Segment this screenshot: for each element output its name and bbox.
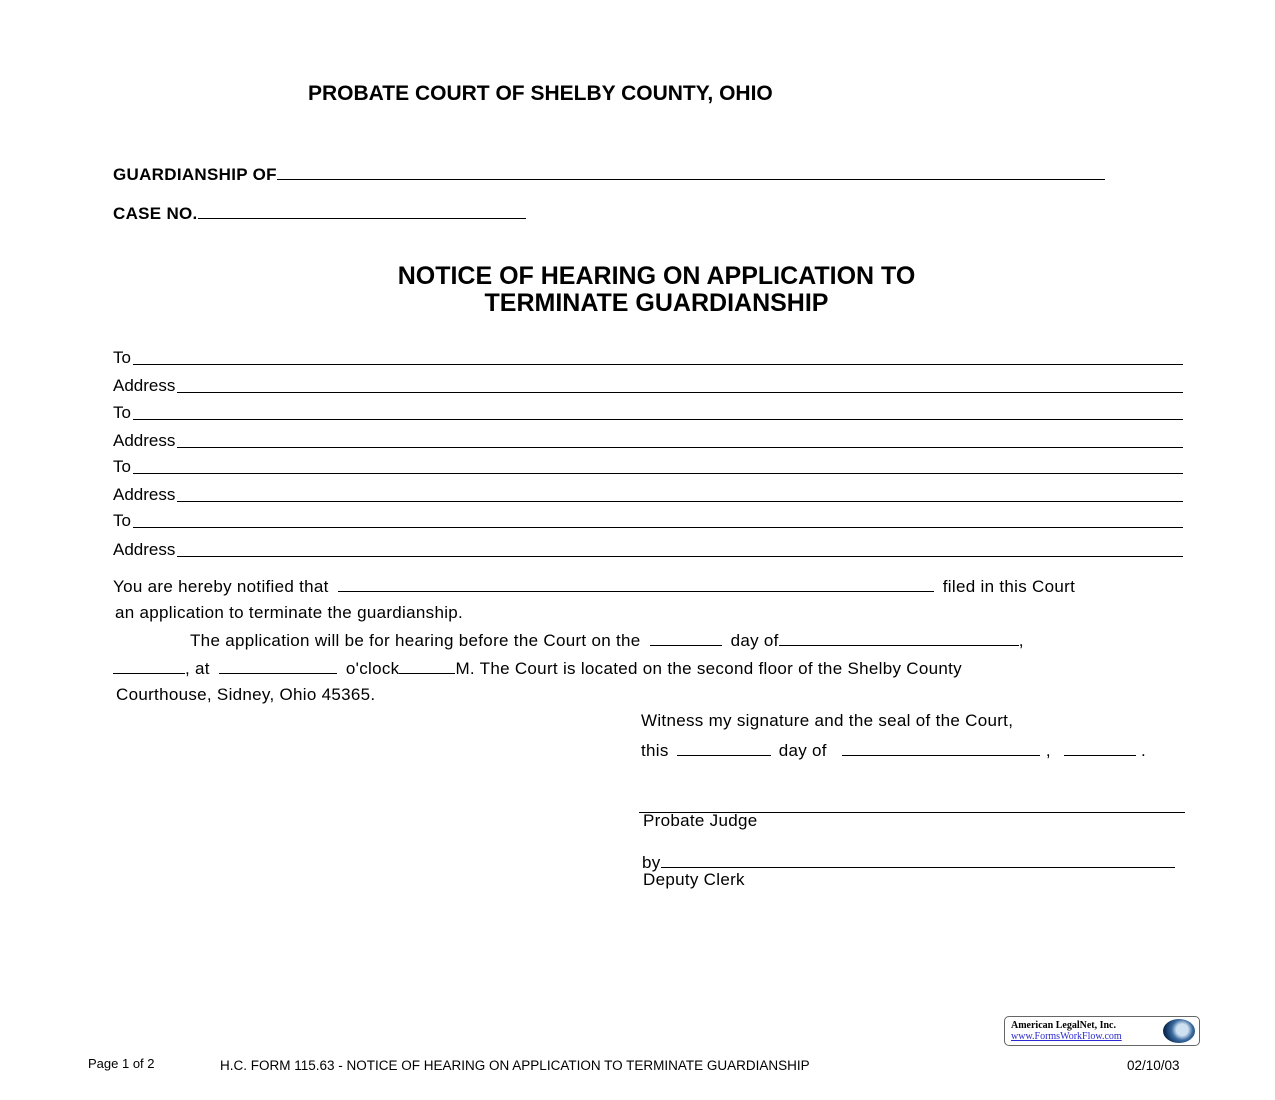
recipient-address-1[interactable] xyxy=(113,376,1183,396)
text: The application will be for hearing before the Court on the xyxy=(190,631,641,650)
text: o'clock xyxy=(345,659,400,678)
text: . xyxy=(1140,741,1146,760)
form-name: H.C. FORM 115.63 - NOTICE OF HEARING ON APPLICATION TO TERMINATE GUARDIANSHIP xyxy=(220,1058,810,1073)
hearing-year-blank[interactable] xyxy=(113,658,185,674)
hearing-day-blank[interactable] xyxy=(650,630,722,646)
page-number: Page 1 of 2 xyxy=(88,1056,155,1071)
notice-title-2: TERMINATE GUARDIANSHIP xyxy=(484,289,829,317)
to-blank[interactable] xyxy=(133,513,1183,528)
american-legalnet-logo[interactable] xyxy=(1004,1016,1200,1046)
address-label: Address xyxy=(113,376,176,395)
guardianship-blank[interactable] xyxy=(277,164,1105,180)
to-label: To xyxy=(113,348,131,367)
address-blank[interactable] xyxy=(177,433,1183,448)
address-blank[interactable] xyxy=(177,487,1183,502)
logo-url[interactable]: www.FormsWorkFlow.com xyxy=(1011,1031,1122,1042)
witness-month-blank[interactable] xyxy=(842,740,1040,756)
to-label: To xyxy=(113,403,131,422)
hearing-time-blank[interactable] xyxy=(219,658,337,674)
guardianship-label: GUARDIANSHIP OF xyxy=(113,165,277,184)
address-label: Address xyxy=(113,431,176,450)
witness-year-blank[interactable] xyxy=(1064,740,1136,756)
form-date: 02/10/03 xyxy=(1127,1058,1180,1073)
case-label: CASE NO. xyxy=(113,204,198,223)
text: You are hereby notified that xyxy=(113,577,329,596)
witness-day-blank[interactable] xyxy=(677,740,771,756)
recipient-to-4[interactable] xyxy=(113,511,1183,531)
court-name: PROBATE COURT OF SHELBY COUNTY, OHIO xyxy=(308,82,773,105)
recipient-address-3[interactable] xyxy=(113,485,1183,505)
text: this xyxy=(641,741,669,760)
hearing-line1 xyxy=(190,630,1024,651)
address-blank[interactable] xyxy=(177,542,1183,557)
text: , at xyxy=(185,659,210,678)
recipient-to-1[interactable] xyxy=(113,348,1183,368)
notice-title-1: NOTICE OF HEARING ON APPLICATION TO xyxy=(397,262,916,290)
text: day of xyxy=(778,741,827,760)
recipient-address-2[interactable] xyxy=(113,431,1183,451)
text: day of xyxy=(730,631,779,650)
guardianship-field xyxy=(113,164,1105,185)
address-label: Address xyxy=(113,540,176,559)
text: by xyxy=(642,853,661,872)
to-label: To xyxy=(113,457,131,476)
text: , xyxy=(1018,631,1024,650)
to-blank[interactable] xyxy=(133,459,1183,474)
probate-judge-label: Probate Judge xyxy=(643,811,758,830)
to-blank[interactable] xyxy=(133,405,1183,420)
address-blank[interactable] xyxy=(177,378,1183,393)
clerk-signature-blank[interactable] xyxy=(661,852,1175,868)
address-label: Address xyxy=(113,485,176,504)
hearing-month-blank[interactable] xyxy=(779,630,1019,646)
case-field xyxy=(113,203,526,224)
text: , xyxy=(1045,741,1051,760)
notice-paragraph-line1 xyxy=(113,576,1075,597)
notice-paragraph-line2: an application to terminate the guardianship. xyxy=(115,603,464,622)
deputy-clerk-label: Deputy Clerk xyxy=(643,870,745,889)
hearing-line3: Courthouse, Sidney, Ohio 45365. xyxy=(116,685,376,704)
to-blank[interactable] xyxy=(133,350,1183,365)
case-blank[interactable] xyxy=(198,203,526,219)
witness-date-line xyxy=(641,740,1146,761)
recipient-address-4[interactable] xyxy=(113,540,1183,560)
witness-line: Witness my signature and the seal of the Court, xyxy=(641,711,1014,730)
recipient-to-2[interactable] xyxy=(113,403,1183,423)
hearing-line2 xyxy=(113,658,962,679)
recipient-to-3[interactable] xyxy=(113,457,1183,477)
logo-name: American LegalNet, Inc. xyxy=(1011,1020,1116,1031)
text: filed in this Court xyxy=(942,577,1076,596)
to-label: To xyxy=(113,511,131,530)
text: M. The Court is located on the second floor of the Shelby County xyxy=(455,659,962,678)
globe-icon xyxy=(1163,1019,1195,1043)
applicant-blank[interactable] xyxy=(338,576,934,592)
am-pm-blank[interactable] xyxy=(399,658,455,674)
